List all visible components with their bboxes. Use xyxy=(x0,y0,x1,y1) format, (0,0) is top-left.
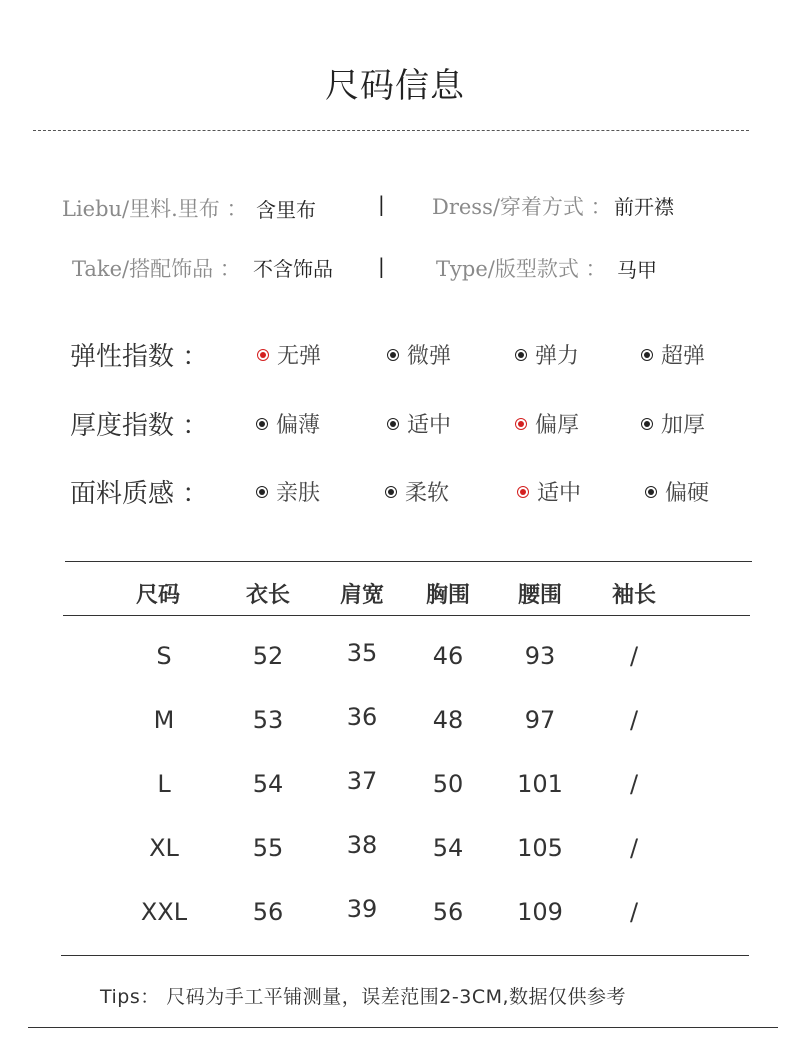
attribute-option-label: 亲肤 xyxy=(276,481,321,506)
accessory-value: 不含饰品 xyxy=(253,257,333,281)
radio-icon xyxy=(385,486,397,498)
table-cell: 46 xyxy=(432,642,464,670)
lining-value: 含里布 xyxy=(256,198,316,222)
size-cell: S xyxy=(156,642,172,670)
radio-selected-icon xyxy=(257,349,269,361)
attribute-option xyxy=(641,339,705,370)
table-cell: 56 xyxy=(432,898,464,926)
info-separator: | xyxy=(378,254,385,278)
attribute-option-label: 超弹 xyxy=(661,344,706,369)
attribute-option xyxy=(515,408,579,439)
table-cell: / xyxy=(629,706,639,734)
attribute-option xyxy=(387,408,451,439)
radio-icon xyxy=(387,418,399,430)
attribute-option xyxy=(515,339,579,370)
radio-icon xyxy=(256,486,268,498)
table-cell: 37 xyxy=(346,767,378,795)
table-header-cell: 衣长 xyxy=(245,583,290,608)
attribute-option xyxy=(385,476,449,507)
radio-icon xyxy=(387,349,399,361)
table-cell: 93 xyxy=(524,642,556,670)
attribute-option-label: 偏厚 xyxy=(535,413,580,438)
table-cell: 36 xyxy=(346,703,378,731)
table-top-line xyxy=(65,561,752,562)
table-cell: / xyxy=(629,834,639,862)
attribute-option xyxy=(256,408,320,439)
fit-type-value: 马甲 xyxy=(617,258,657,282)
attribute-option-label: 适中 xyxy=(407,413,452,438)
table-cell: 105 xyxy=(517,834,563,862)
attribute-option-label: 适中 xyxy=(537,481,582,506)
radio-icon xyxy=(515,349,527,361)
attribute-option-label: 偏硬 xyxy=(665,481,710,506)
attribute-option-label: 柔软 xyxy=(405,481,450,506)
attribute-option-label: 偏薄 xyxy=(276,413,321,438)
table-cell: 35 xyxy=(346,639,378,667)
attribute-option-label: 弹力 xyxy=(535,344,580,369)
size-cell: M xyxy=(153,706,175,734)
size-cell: XL xyxy=(149,834,179,862)
radio-icon xyxy=(645,486,657,498)
radio-icon xyxy=(256,418,268,430)
attribute-option xyxy=(387,339,451,370)
attribute-option-label: 加厚 xyxy=(661,413,706,438)
attribute-option xyxy=(257,339,321,370)
fit-type-label: Type/版型款式 ： xyxy=(436,257,607,281)
table-cell: / xyxy=(629,642,639,670)
table-bottom-line xyxy=(61,955,749,956)
table-cell: 101 xyxy=(517,770,563,798)
table-cell: / xyxy=(629,898,639,926)
attribute-label: 厚度指数 ： xyxy=(70,411,209,441)
dashed-divider xyxy=(33,130,749,131)
attribute-label: 面料质感 ： xyxy=(70,479,209,509)
radio-selected-icon xyxy=(515,418,527,430)
table-header-cell: 胸围 xyxy=(425,583,470,608)
attribute-option xyxy=(645,476,709,507)
attribute-option-label: 无弹 xyxy=(277,344,322,369)
table-cell: 39 xyxy=(346,895,378,923)
attribute-label: 弹性指数 ： xyxy=(70,342,209,372)
table-cell: 50 xyxy=(432,770,464,798)
attribute-option xyxy=(641,408,705,439)
radio-icon xyxy=(641,349,653,361)
attribute-option-label: 微弹 xyxy=(407,344,452,369)
wear-style-value: 前开襟 xyxy=(614,195,674,219)
size-cell: L xyxy=(157,770,171,798)
table-cell: 38 xyxy=(346,831,378,859)
table-header-line xyxy=(63,615,750,616)
radio-icon xyxy=(641,418,653,430)
lining-label: Liebu/里料.里布 ： xyxy=(62,197,248,221)
info-separator: | xyxy=(378,192,385,216)
table-cell: 53 xyxy=(252,706,284,734)
table-cell: 55 xyxy=(252,834,284,862)
table-cell: 52 xyxy=(252,642,284,670)
table-header-cell: 袖长 xyxy=(611,583,656,608)
table-cell: 97 xyxy=(524,706,556,734)
attribute-option xyxy=(256,476,320,507)
table-cell: / xyxy=(629,770,639,798)
table-cell: 109 xyxy=(517,898,563,926)
table-header-cell: 尺码 xyxy=(135,583,180,608)
radio-selected-icon xyxy=(517,486,529,498)
table-cell: 56 xyxy=(252,898,284,926)
table-cell: 54 xyxy=(252,770,284,798)
page-title: 尺码信息 xyxy=(325,66,465,106)
table-cell: 54 xyxy=(432,834,464,862)
size-cell: XXL xyxy=(140,898,188,926)
accessory-label: Take/搭配饰品 ： xyxy=(72,257,241,281)
table-cell: 48 xyxy=(432,706,464,734)
table-header-cell: 腰围 xyxy=(517,583,562,608)
tips-text: Tips： 尺码为手工平铺测量，误差范围2-3CM,数据仅供参考 xyxy=(100,986,627,1008)
table-header-cell: 肩宽 xyxy=(339,583,384,608)
wear-style-label: Dress/穿着方式 ： xyxy=(432,195,612,219)
attribute-option xyxy=(517,476,581,507)
bottom-divider xyxy=(28,1027,778,1028)
